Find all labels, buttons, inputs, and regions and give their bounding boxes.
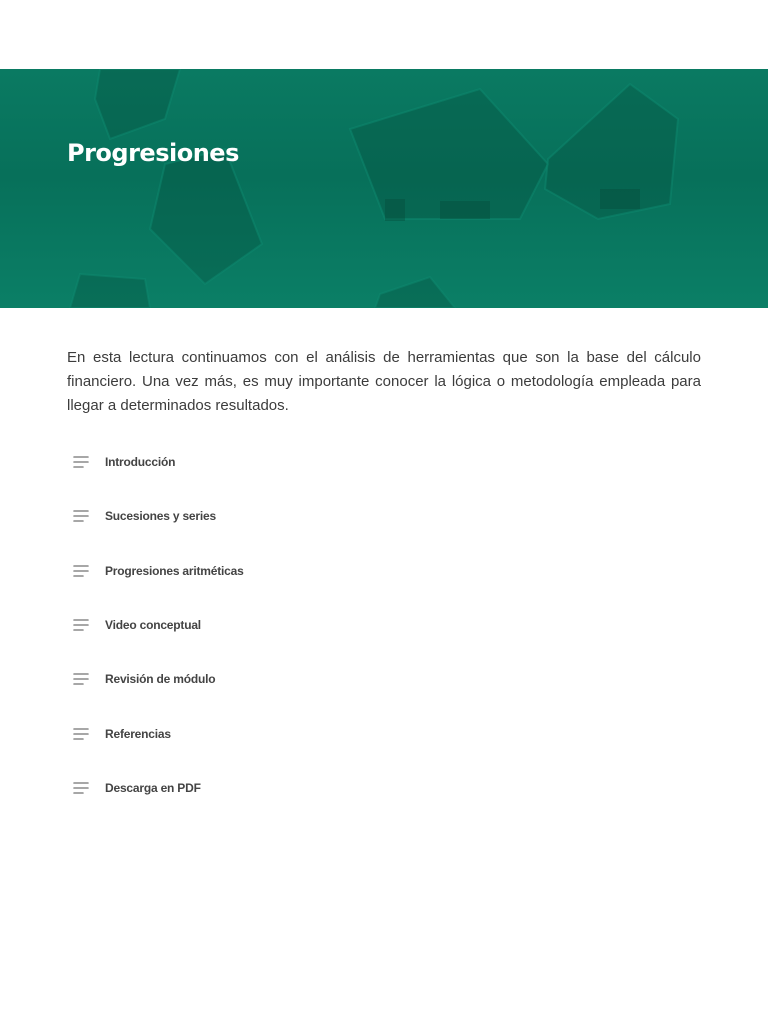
list-lines-icon: [73, 618, 95, 632]
menu-item-revision-de-modulo[interactable]: [67, 652, 467, 706]
menu-item-video-conceptual[interactable]: [67, 598, 467, 652]
header-banner: [0, 69, 768, 308]
menu-item-progresiones-aritmeticas[interactable]: [67, 544, 467, 598]
list-lines-icon: [73, 564, 95, 578]
list-lines-icon: [73, 727, 95, 741]
menu-item-label: Referencias: [105, 726, 171, 741]
intro-paragraph: En esta lectura continuamos con el análisis de herramientas que son la base del cálculo financiero. Una vez más, es muy importante conocer la lógica o metodología empleada para llegar a determinados resultados.: [67, 349, 701, 414]
menu-item-referencias[interactable]: [67, 706, 467, 760]
menu-item-label: Introducción: [105, 455, 176, 470]
menu-item-label: Video conceptual: [105, 618, 201, 633]
menu-item-label: Revisión de módulo: [105, 672, 216, 687]
list-lines-icon: [73, 455, 95, 469]
list-lines-icon: [73, 672, 95, 686]
banner-background-art: [0, 69, 768, 308]
list-lines-icon: [73, 781, 95, 795]
menu-item-introduccion[interactable]: [67, 435, 467, 489]
menu-item-label: Sucesiones y series: [105, 509, 216, 524]
menu-item-sucesiones-y-series[interactable]: [67, 489, 467, 543]
menu-item-label: Progresiones aritméticas: [105, 563, 244, 578]
module-menu: [67, 435, 467, 815]
page-title: Progresiones: [67, 139, 239, 167]
menu-item-descarga-en-pdf[interactable]: [67, 761, 467, 815]
menu-item-label: Descarga en PDF: [105, 780, 201, 795]
list-lines-icon: [73, 509, 95, 523]
